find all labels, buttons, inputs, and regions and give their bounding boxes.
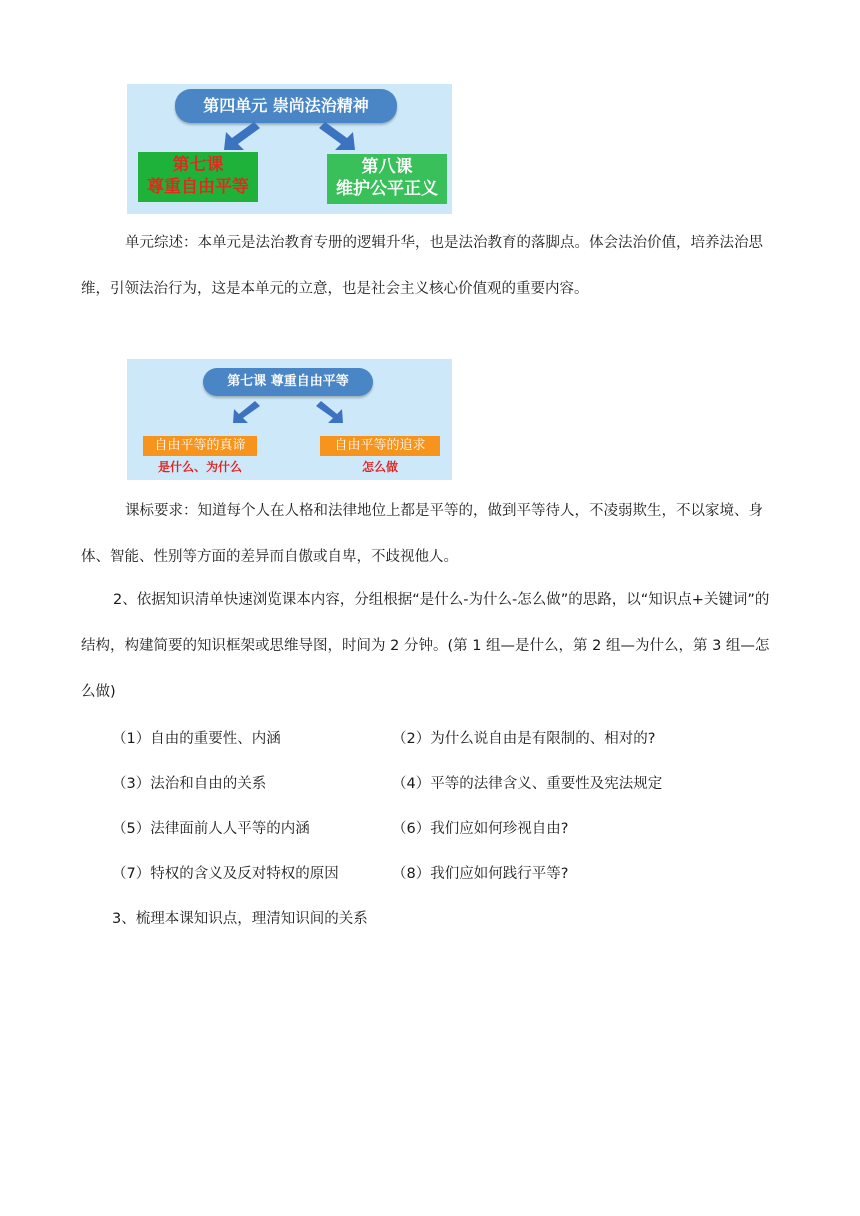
lesson8-box-line2: 维护公平正义 [336,179,438,199]
step2-instructions: 2、依据知识清单快速浏览课本内容，分组根据“是什么-为什么-怎么做”的思路，以“知识点+关键词”的结构，构建简要的知识框架或思维导图，时间为 2 分钟。(第 1 组—是什么，第 2 组—为什么，第 3 组—怎么做) [81,592,770,700]
unit-title-pill: 第四单元 崇尚法治精神 [175,89,397,123]
list-item: （5）法律面前人人平等的内涵 [112,821,310,837]
arrow-down-right-icon [315,401,345,425]
arrow-down-right-icon [317,122,357,152]
arrow-down-left-icon [231,401,261,425]
lesson7-box [138,152,258,202]
lesson8-box-line1: 第八课 [361,157,413,177]
curriculum-requirement: 课标要求：知道每个人在人格和法律地位上都是平等的，做到平等待人，不凌弱欺生，不以家境、身体、智能、性别等方面的差异而自傲或自卑，不歧视他人。 [81,503,763,565]
lesson8-box [327,154,447,204]
freedom-equality-essence-box: 自由平等的真谛 [143,436,257,456]
step3-instructions: 3、梳理本课知识点，理清知识间的关系 [112,911,368,927]
lesson-title-pill: 第七课 尊重自由平等 [203,368,373,396]
lesson-diagram [127,359,452,480]
list-item: （8）我们应如何践行平等? [392,866,569,882]
list-item: （1）自由的重要性、内涵 [112,731,281,747]
list-item: （3）法治和自由的关系 [112,776,267,792]
essence-subtitle: 是什么、为什么 [157,460,242,474]
pursuit-subtitle: 怎么做 [361,460,398,474]
list-item: （6）我们应如何珍视自由? [392,821,569,837]
list-item: （4）平等的法律含义、重要性及宪法规定 [392,776,663,792]
list-item: （7）特权的含义及反对特权的原因 [112,866,339,882]
lesson7-box-line2: 尊重自由平等 [147,177,249,197]
lesson7-box-line1: 第七课 [172,155,224,175]
unit-summary: 单元综述：本单元是法治教育专册的逻辑升华，也是法治教育的落脚点。体会法治价值，培养法治思维，引领法治行为，这是本单元的立意，也是社会主义核心价值观的重要内容。 [81,235,763,297]
list-item: （2）为什么说自由是有限制的、相对的? [392,731,656,747]
unit-diagram [127,84,452,214]
freedom-equality-pursuit-box: 自由平等的追求 [320,436,440,456]
arrow-down-left-icon [222,122,262,152]
